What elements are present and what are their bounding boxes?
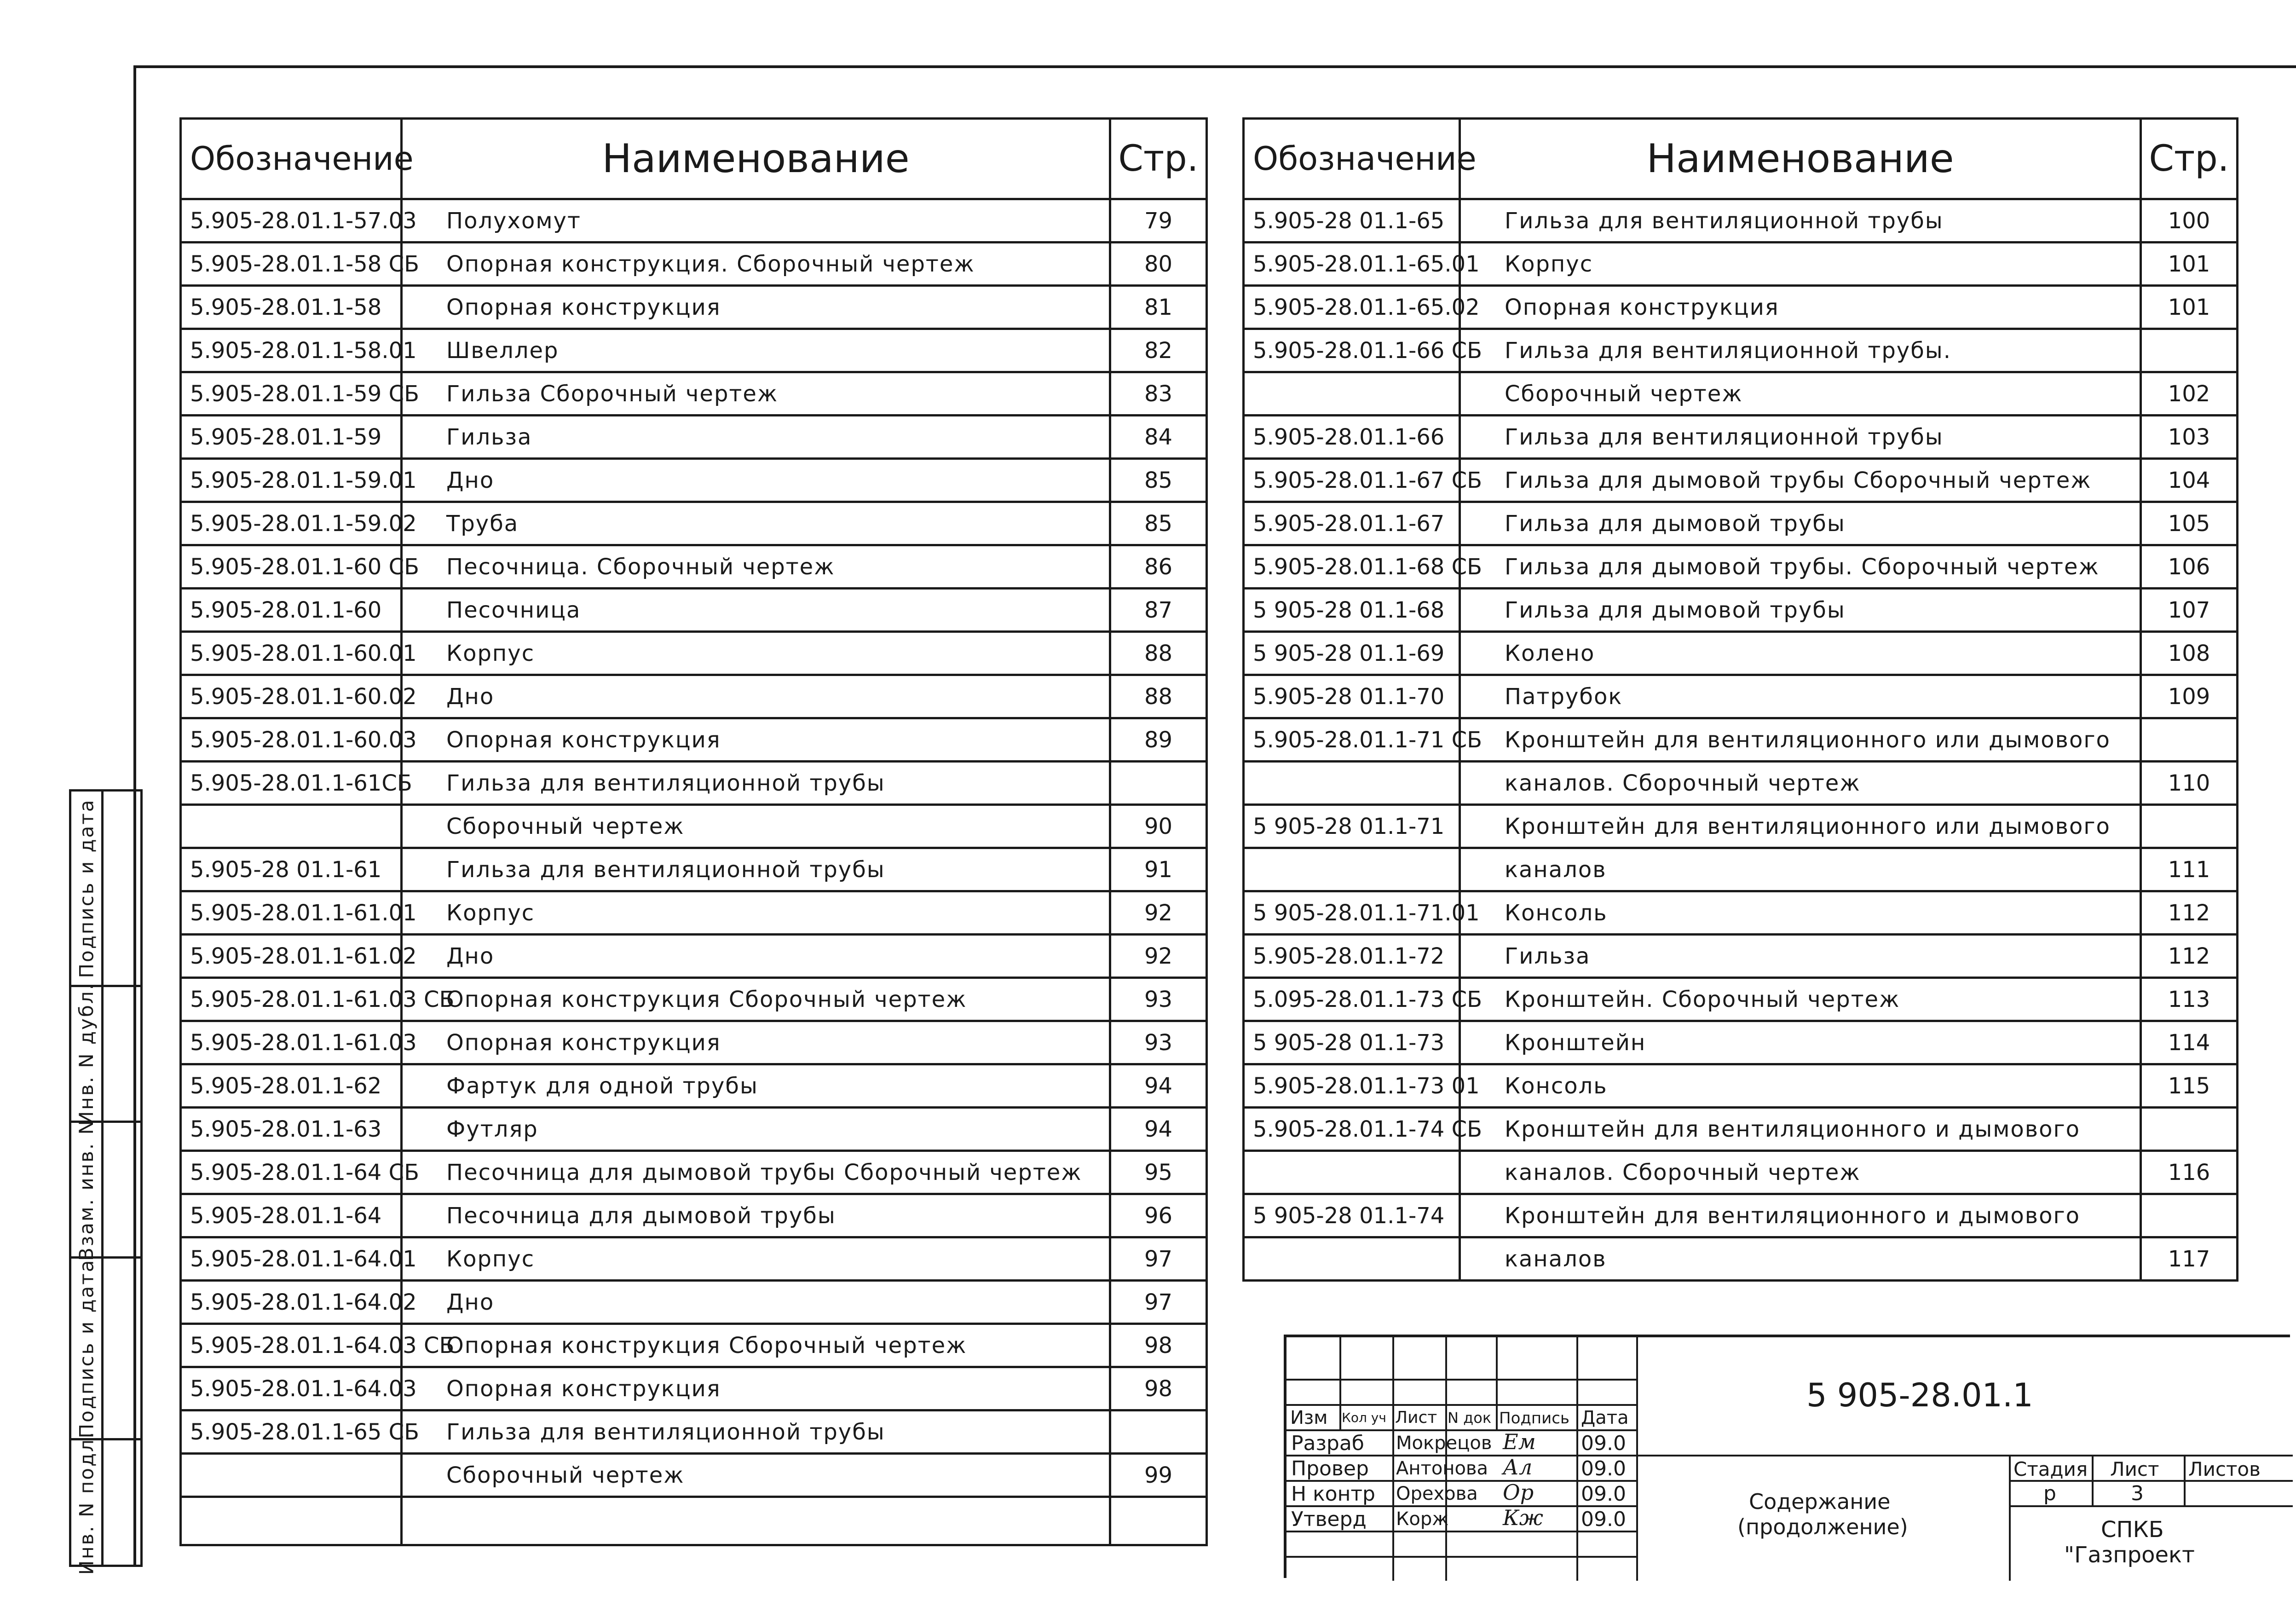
row-name: Кронштейн для вентиляционного и дымового <box>1460 1194 2141 1237</box>
side-label: Инв. N дубл. <box>75 982 98 1126</box>
stamp-name-developer: Мокрецов <box>1396 1433 1492 1454</box>
stage-label: Стадия <box>2013 1458 2088 1480</box>
row-designation: 5.905-28.01.1-59.01 <box>181 459 402 502</box>
row-page: 84 <box>1110 416 1207 459</box>
stamp-date-developer: 09.0 <box>1581 1432 1626 1455</box>
row-page: 88 <box>1110 675 1207 718</box>
table-row <box>1244 718 2238 762</box>
table-row <box>181 459 1207 502</box>
row-page: 108 <box>2141 632 2238 675</box>
stamp-role-approver: Утверд <box>1291 1508 1367 1531</box>
row-designation: 5.905-28.01.1-57.03 <box>181 199 402 243</box>
table-row <box>181 286 1207 329</box>
row-page: 115 <box>2141 1064 2238 1108</box>
row-designation: 5.905-28.01.1-60.02 <box>181 675 402 718</box>
row-name: каналов <box>1460 1237 2141 1281</box>
row-name: Патрубок <box>1460 675 2141 718</box>
table-row <box>1244 243 2238 286</box>
table-row <box>181 1410 1207 1454</box>
stamp-col-date: Дата <box>1581 1407 1629 1428</box>
row-name: Сборочный чертеж <box>402 805 1110 848</box>
row-name: Гильза для вентиляционной трубы <box>1460 416 2141 459</box>
stamp-name-checker: Антонова <box>1396 1458 1488 1479</box>
row-designation: 5.905-28.01.1-67 <box>1244 502 1460 545</box>
row-page: 97 <box>1110 1237 1207 1281</box>
row-page <box>2141 1108 2238 1151</box>
row-name: Гильза <box>402 416 1110 459</box>
table-row-empty <box>181 1497 1207 1545</box>
table-row <box>1244 329 2238 372</box>
row-designation: 5.905-28.01.1-58 СБ <box>181 243 402 286</box>
row-page: 89 <box>1110 718 1207 762</box>
row-name: Консоль <box>1460 891 2141 935</box>
sheet-title: Содержание <box>1749 1489 1891 1514</box>
row-name: Гильза для вентиляционной трубы <box>402 762 1110 805</box>
row-designation <box>1244 1151 1460 1194</box>
row-designation: 5.905-28.01.1-72 <box>1244 935 1460 978</box>
row-page: 102 <box>2141 372 2238 416</box>
stamp-col-signature: Подпись <box>1499 1409 1569 1428</box>
row-designation: 5.905-28.01.1-68 СБ <box>1244 545 1460 589</box>
row-page: 83 <box>1110 372 1207 416</box>
row-page: 101 <box>2141 243 2238 286</box>
table-row <box>181 545 1207 589</box>
row-page: 81 <box>1110 286 1207 329</box>
row-name: Опорная конструкция. Сборочный чертеж <box>402 243 1110 286</box>
row-page: 87 <box>1110 589 1207 632</box>
side-cell-signature-date-top <box>71 792 104 985</box>
stamp-col-sheet: Лист <box>1395 1408 1437 1427</box>
row-name: Песочница для дымовой трубы Сборочный чертеж <box>402 1151 1110 1194</box>
side-cell-orig-inv <box>71 1430 104 1575</box>
row-page: 79 <box>1110 199 1207 243</box>
stamp-name-norm-control: Орехова <box>1396 1483 1478 1504</box>
row-name: Кронштейн для вентиляционного или дымового <box>1460 718 2141 762</box>
row-designation: 5 905-28 01.1-74 <box>1244 1194 1460 1237</box>
row-name: Кронштейн для вентиляционного или дымового <box>1460 805 2141 848</box>
row-page <box>1110 1410 1207 1454</box>
row-designation: 5.905-28.01.1-64 <box>181 1194 402 1237</box>
table-row <box>1244 199 2238 243</box>
row-page: 90 <box>1110 805 1207 848</box>
row-designation: 5.905-28.01.1-58 <box>181 286 402 329</box>
sheet-value: 3 <box>2131 1482 2144 1505</box>
row-name: Опорная конструкция <box>402 1367 1110 1410</box>
header-page: Стр. <box>2141 119 2238 199</box>
table-row <box>181 978 1207 1021</box>
row-designation: 5.905-28.01.1-67 СБ <box>1244 459 1460 502</box>
row-designation <box>1244 762 1460 805</box>
table-row <box>1244 545 2238 589</box>
row-name: Корпус <box>402 891 1110 935</box>
table-row <box>1244 372 2238 416</box>
row-designation: 5.905-28.01.1-59.02 <box>181 502 402 545</box>
header-page: Стр. <box>1110 119 1207 199</box>
row-name: Опорная конструкция <box>402 286 1110 329</box>
table-row <box>1244 502 2238 545</box>
row-name: Труба <box>402 502 1110 545</box>
row-designation: 5.905-28.01.1-59 СБ <box>181 372 402 416</box>
row-designation: 5.905-28.01.1-64.02 <box>181 1281 402 1324</box>
table-row <box>181 1151 1207 1194</box>
row-designation: 5.905-28.01.1-60.01 <box>181 632 402 675</box>
row-page: 93 <box>1110 1021 1207 1064</box>
row-designation: 5.905-28.01.1-64.01 <box>181 1237 402 1281</box>
table-row <box>1244 416 2238 459</box>
table-row <box>181 1064 1207 1108</box>
row-designation <box>1244 1237 1460 1281</box>
row-designation: 5.905-28.01.1-66 <box>1244 416 1460 459</box>
row-page: 110 <box>2141 762 2238 805</box>
side-cell-dup-inv <box>71 982 104 1126</box>
row-designation: 5 905-28 01.1-73 <box>1244 1021 1460 1064</box>
table-header-row <box>1244 119 2238 199</box>
row-name: Швеллер <box>402 329 1110 372</box>
row-name: Дно <box>402 935 1110 978</box>
side-signature-strip <box>69 789 143 1575</box>
row-designation: 5.905-28.01.1-60.03 <box>181 718 402 762</box>
table-row <box>181 632 1207 675</box>
header-designation: Обозначение <box>181 119 402 199</box>
row-page: 105 <box>2141 502 2238 545</box>
row-name: Кронштейн. Сборочный чертеж <box>1460 978 2141 1021</box>
row-page: 85 <box>1110 459 1207 502</box>
row-page: 112 <box>2141 891 2238 935</box>
row-name: каналов. Сборочный чертеж <box>1460 1151 2141 1194</box>
row-name: Корпус <box>1460 243 2141 286</box>
row-page: 88 <box>1110 632 1207 675</box>
sheet-label: Лист <box>2110 1458 2159 1480</box>
table-row <box>1244 805 2238 848</box>
row-designation <box>1244 848 1460 891</box>
row-name: Дно <box>402 459 1110 502</box>
table-row <box>181 502 1207 545</box>
row-page: 107 <box>2141 589 2238 632</box>
row-page: 97 <box>1110 1281 1207 1324</box>
table-row <box>1244 632 2238 675</box>
row-page: 82 <box>1110 329 1207 372</box>
table-row <box>1244 459 2238 502</box>
row-name: Песочница для дымовой трубы <box>402 1194 1110 1237</box>
table-row <box>1244 762 2238 805</box>
row-designation: 5.905-28.01.1-61.03 <box>181 1021 402 1064</box>
table-row <box>1244 848 2238 891</box>
table-row <box>181 1367 1207 1410</box>
row-page: 111 <box>2141 848 2238 891</box>
stamp-col-docno: N док <box>1448 1409 1492 1427</box>
stamp-col-change: Изм <box>1290 1407 1328 1428</box>
row-page: 91 <box>1110 848 1207 891</box>
row-name: Опорная конструкция <box>1460 286 2141 329</box>
organization-line2: "Газпроект <box>2064 1542 2195 1568</box>
row-page: 98 <box>1110 1324 1207 1367</box>
row-page: 94 <box>1110 1064 1207 1108</box>
row-page: 103 <box>2141 416 2238 459</box>
row-name: Полухомут <box>402 199 1110 243</box>
row-name: каналов. Сборочный чертеж <box>1460 762 2141 805</box>
stamp-role-developer: Разраб <box>1291 1432 1364 1455</box>
table-row <box>181 372 1207 416</box>
stage-value: р <box>2043 1482 2056 1505</box>
empty-cell <box>181 1497 402 1545</box>
stamp-date-approver: 09.0 <box>1581 1508 1626 1531</box>
row-designation: 5.905-28.01.1-66 СБ <box>1244 329 1460 372</box>
row-designation: 5.905-28.01.1-61.02 <box>181 935 402 978</box>
empty-cell <box>402 1497 1110 1545</box>
row-designation <box>1244 372 1460 416</box>
row-name: Гильза Сборочный чертеж <box>402 372 1110 416</box>
table-row <box>181 1281 1207 1324</box>
row-designation: 5.905-28 01.1-65 <box>1244 199 1460 243</box>
row-name: Сборочный чертеж <box>1460 372 2141 416</box>
row-designation: 5.905-28.01.1-61.03 СБ <box>181 978 402 1021</box>
stamp-date-checker: 09.0 <box>1581 1457 1626 1480</box>
row-designation: 5.905-28.01.1-65.01 <box>1244 243 1460 286</box>
row-name: Дно <box>402 1281 1110 1324</box>
table-row <box>181 1021 1207 1064</box>
row-name: Гильза для дымовой трубы. Сборочный чертеж <box>1460 545 2141 589</box>
table-row <box>181 1108 1207 1151</box>
row-name: Кронштейн <box>1460 1021 2141 1064</box>
table-row <box>1244 1064 2238 1108</box>
signature-norm-control: Ор <box>1503 1480 1534 1505</box>
row-page: 93 <box>1110 978 1207 1021</box>
row-name: Песочница <box>402 589 1110 632</box>
row-designation: 5.905-28.01.1-60 <box>181 589 402 632</box>
table-row <box>181 589 1207 632</box>
row-page: 106 <box>2141 545 2238 589</box>
table-row <box>1244 935 2238 978</box>
row-designation: 5.905-28.01.1-60 СБ <box>181 545 402 589</box>
row-page <box>2141 1194 2238 1237</box>
row-name: Гильза для дымовой трубы Сборочный чертеж <box>1460 459 2141 502</box>
table-row <box>1244 1237 2238 1281</box>
row-page <box>2141 718 2238 762</box>
organization-line1: СПКБ <box>2101 1517 2164 1543</box>
row-name: Дно <box>402 675 1110 718</box>
table-row <box>181 1194 1207 1237</box>
row-page: 94 <box>1110 1108 1207 1151</box>
stamp-role-checker: Провер <box>1291 1457 1369 1480</box>
row-page: 98 <box>1110 1367 1207 1410</box>
signature-approver: Кж <box>1503 1505 1543 1530</box>
contents-table-right <box>1242 117 2238 1282</box>
table-row <box>181 805 1207 848</box>
side-cell-signature-date <box>71 1259 104 1438</box>
table-row <box>181 1237 1207 1281</box>
table-row <box>1244 978 2238 1021</box>
row-page: 113 <box>2141 978 2238 1021</box>
row-designation: 5.905-28.01.1-65 СБ <box>181 1410 402 1454</box>
row-page: 117 <box>2141 1237 2238 1281</box>
row-designation: 5.905-28.01.1-58.01 <box>181 329 402 372</box>
row-designation: 5 905-28 01.1-71 <box>1244 805 1460 848</box>
table-row <box>181 675 1207 718</box>
row-designation: 5.905-28.01.1-63 <box>181 1108 402 1151</box>
side-label: Подпись и дата <box>75 798 98 978</box>
row-name: Песочница. Сборочный чертеж <box>402 545 1110 589</box>
table-row <box>1244 589 2238 632</box>
table-row <box>1244 1021 2238 1064</box>
row-name: Консоль <box>1460 1064 2141 1108</box>
table-row <box>181 848 1207 891</box>
table-row <box>1244 1108 2238 1151</box>
row-name: Колено <box>1460 632 2141 675</box>
row-name: Гильза <box>1460 935 2141 978</box>
side-label: Подпись и дата <box>75 1259 98 1438</box>
row-designation: 5.905-28.01.1-64 СБ <box>181 1151 402 1194</box>
row-name: Гильза для вентиляционной трубы <box>402 1410 1110 1454</box>
row-page: 109 <box>2141 675 2238 718</box>
side-cell-replace-inv <box>71 1118 104 1261</box>
table-row <box>181 935 1207 978</box>
empty-cell <box>1110 1497 1207 1545</box>
row-name: Опорная конструкция <box>402 718 1110 762</box>
side-label: Инв. N подл. <box>75 1430 98 1575</box>
row-designation: 5.905-28.01.1-71 СБ <box>1244 718 1460 762</box>
row-name: Корпус <box>402 1237 1110 1281</box>
row-name: Корпус <box>402 632 1110 675</box>
table-row <box>181 1454 1207 1497</box>
row-page: 101 <box>2141 286 2238 329</box>
side-label: Взам. инв. N <box>75 1118 98 1261</box>
sheets-label: Листов <box>2188 1458 2261 1480</box>
row-designation: 5 905-28 01.1-69 <box>1244 632 1460 675</box>
row-designation: 5.905-28.01.1-65.02 <box>1244 286 1460 329</box>
table-row <box>181 762 1207 805</box>
header-designation: Обозначение <box>1244 119 1460 199</box>
row-name: Футляр <box>402 1108 1110 1151</box>
table-row <box>1244 675 2238 718</box>
row-name: Гильза для вентиляционной трубы. <box>1460 329 2141 372</box>
row-name: Опорная конструкция <box>402 1021 1110 1064</box>
row-designation: 5.905-28 01.1-70 <box>1244 675 1460 718</box>
row-page: 95 <box>1110 1151 1207 1194</box>
row-page: 114 <box>2141 1021 2238 1064</box>
row-designation: 5.905-28.01.1-64.03 <box>181 1367 402 1410</box>
row-page <box>1110 762 1207 805</box>
row-name: Гильза для вентиляционной трубы <box>402 848 1110 891</box>
stamp-date-norm-control: 09.0 <box>1581 1482 1626 1506</box>
row-name: Опорная конструкция Сборочный чертеж <box>402 1324 1110 1367</box>
row-name: каналов <box>1460 848 2141 891</box>
stamp-col-qty: Кол уч <box>1342 1410 1386 1425</box>
row-designation: 5.905-28.01.1-59 <box>181 416 402 459</box>
table-row <box>181 891 1207 935</box>
row-page: 116 <box>2141 1151 2238 1194</box>
row-designation: 5.905-28.01.1-61СБ <box>181 762 402 805</box>
signature-developer: Ем <box>1503 1429 1536 1454</box>
row-page: 86 <box>1110 545 1207 589</box>
row-name: Опорная конструкция Сборочный чертеж <box>402 978 1110 1021</box>
contents-table-left <box>179 117 1208 1546</box>
row-designation: 5.905-28 01.1-61 <box>181 848 402 891</box>
header-name: Наименование <box>402 119 1110 199</box>
table-row <box>1244 891 2238 935</box>
row-name: Кронштейн для вентиляционного и дымового <box>1460 1108 2141 1151</box>
row-page: 112 <box>2141 935 2238 978</box>
row-name: Фартук для одной трубы <box>402 1064 1110 1108</box>
sheet-subtitle: (продолжение) <box>1737 1514 1908 1539</box>
row-page: 100 <box>2141 199 2238 243</box>
row-designation <box>181 805 402 848</box>
table-row <box>1244 1194 2238 1237</box>
row-page <box>2141 329 2238 372</box>
stamp-role-norm-control: Н контр <box>1291 1482 1375 1506</box>
row-designation: 5.905-28.01.1-74 СБ <box>1244 1108 1460 1151</box>
row-name: Сборочный чертеж <box>402 1454 1110 1497</box>
table-row <box>181 329 1207 372</box>
document-number: 5 905-28.01.1 <box>1806 1376 2033 1414</box>
table-row <box>181 1324 1207 1367</box>
table-row <box>1244 286 2238 329</box>
row-page: 85 <box>1110 502 1207 545</box>
table-row <box>181 718 1207 762</box>
row-designation: 5.905-28.01.1-61.01 <box>181 891 402 935</box>
row-name: Гильза для дымовой трубы <box>1460 502 2141 545</box>
table-row <box>1244 1151 2238 1194</box>
row-page: 92 <box>1110 891 1207 935</box>
header-name: Наименование <box>1460 119 2141 199</box>
row-page: 92 <box>1110 935 1207 978</box>
row-designation <box>181 1454 402 1497</box>
row-name: Гильза для вентиляционной трубы <box>1460 199 2141 243</box>
table-row <box>181 243 1207 286</box>
row-designation: 5.095-28.01.1-73 СБ <box>1244 978 1460 1021</box>
table-row <box>181 199 1207 243</box>
row-page: 80 <box>1110 243 1207 286</box>
row-designation: 5.905-28.01.1-62 <box>181 1064 402 1108</box>
row-page: 104 <box>2141 459 2238 502</box>
table-row <box>181 416 1207 459</box>
table-header-row <box>181 119 1207 199</box>
row-page: 96 <box>1110 1194 1207 1237</box>
row-designation: 5.905-28.01.1-64.03 СБ <box>181 1324 402 1367</box>
row-name: Гильза для дымовой трубы <box>1460 589 2141 632</box>
row-designation: 5 905-28.01.1-71.01 <box>1244 891 1460 935</box>
signature-checker: Ал <box>1503 1455 1533 1480</box>
row-designation: 5 905-28 01.1-68 <box>1244 589 1460 632</box>
row-page <box>2141 805 2238 848</box>
row-designation: 5.905-28.01.1-73 01 <box>1244 1064 1460 1108</box>
row-page: 99 <box>1110 1454 1207 1497</box>
title-block <box>1284 1335 2290 1578</box>
stamp-name-approver: Корж <box>1396 1508 1449 1530</box>
